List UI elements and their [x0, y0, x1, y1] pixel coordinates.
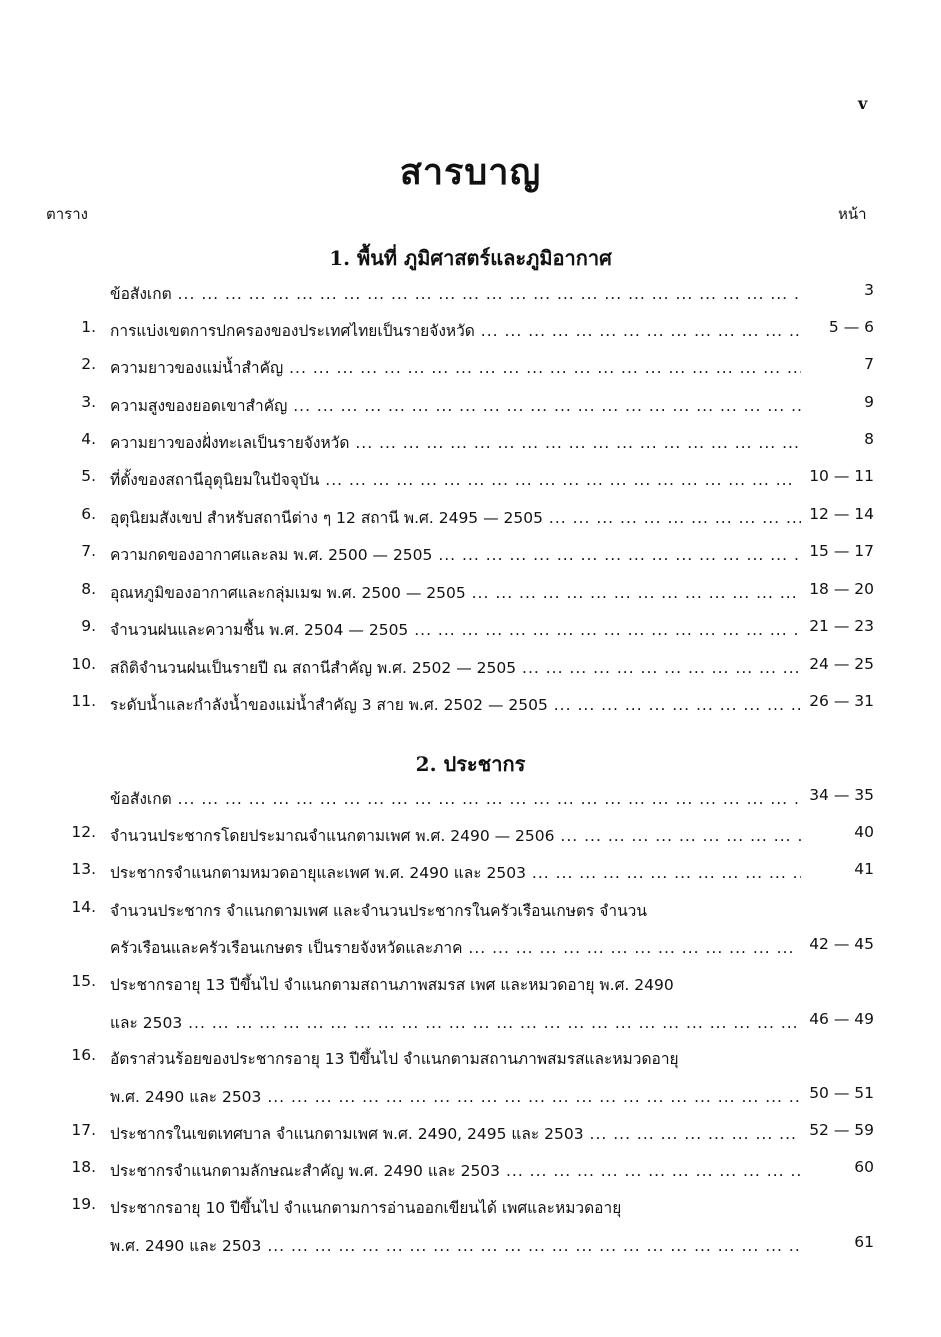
toc-entry: [0, 281, 941, 307]
toc-entry-number: 8.: [81, 580, 96, 598]
toc-entry-title: ที่ตั้งของสถานีอุตุนิยมในปัจจุบัน ... .: [110, 467, 801, 492]
toc-entry-title: อุตุนิยมสังเขป สำหรับสถานีต่าง ๆ 12 สถานี พ.ศ. 2495 — 2505 ... .: [110, 505, 801, 530]
toc-entry-title: ประชากรในเขตเทศบาล จำแนกตามเพศ พ.ศ. 2490, 2495 และ 2503 ... .: [110, 1121, 801, 1146]
toc-entry: [0, 318, 941, 344]
toc-entry: [0, 542, 941, 568]
toc-entry: [0, 393, 941, 419]
toc-entry-page: 18 — 20: [809, 580, 874, 598]
toc-entry-title: ความยาวของฝั่งทะเลเป็นรายจังหวัด ... .: [110, 430, 801, 455]
toc-entry-number: 19.: [71, 1195, 96, 1213]
toc-entry-page: 3: [864, 281, 874, 299]
toc-entry-title: ความกดของอากาศและลม พ.ศ. 2500 — 2505 ... .: [110, 542, 801, 567]
toc-entry: [0, 467, 941, 493]
toc-entry-title: การแบ่งเขตการปกครองของประเทศไทยเป็นรายจังหวัด ... .: [110, 318, 801, 343]
toc-entry-page: 10 — 11: [809, 467, 874, 485]
toc-entry-number: 13.: [71, 860, 96, 878]
toc-entry: [0, 430, 941, 456]
toc-entry-title: อุณหภูมิของอากาศและกลุ่มเมฆ พ.ศ. 2500 — 2505 ... .: [110, 580, 801, 605]
toc-entry: [0, 655, 941, 681]
toc-entry-page: 50 — 51: [809, 1084, 874, 1102]
toc-entry: [0, 823, 941, 849]
toc-entry-number: 5.: [81, 467, 96, 485]
toc-entry-number: 11.: [71, 692, 96, 710]
toc-entry-page: 8: [864, 430, 874, 448]
toc-entry-title: และ 2503 ... .: [110, 1010, 801, 1035]
toc-entry: [0, 505, 941, 531]
toc-entry-number: 6.: [81, 505, 96, 523]
toc-entry-page: 34 — 35: [809, 786, 874, 804]
toc-entry-page: 60: [854, 1158, 874, 1176]
toc-entry-title: อัตราส่วนร้อยของประชากรอายุ 13 ปีขึ้นไป จำแนกตามสถานภาพสมรสและหมวดอายุ: [110, 1050, 679, 1068]
toc-entry: [0, 1010, 941, 1036]
toc-entry-page: 46 — 49: [809, 1010, 874, 1028]
toc-entry-number: 2.: [81, 355, 96, 373]
toc-entry-title: จำนวนประชากร จำแนกตามเพศ และจำนวนประชากรในครัวเรือนเกษตร จำนวน: [110, 902, 647, 920]
toc-entry-title: จำนวนฝนและความชื้น พ.ศ. 2504 — 2505 ... .: [110, 617, 801, 642]
toc-entry: [0, 1233, 941, 1259]
toc-entry-number: 3.: [81, 393, 96, 411]
toc-entry-page: 21 — 23: [809, 617, 874, 635]
toc-entry: [0, 1195, 941, 1221]
toc-entry-number: 10.: [71, 655, 96, 673]
toc-entry: [0, 580, 941, 606]
toc-entry: [0, 935, 941, 961]
toc-entry-number: 9.: [81, 617, 96, 635]
section-heading-2: 2. ประชากร: [415, 752, 526, 776]
toc-entry-title: ระดับน้ำและกำลังน้ำของแม่น้ำสำคัญ 3 สาย พ.ศ. 2502 — 2505 ... .: [110, 692, 801, 717]
toc-entry-page: 42 — 45: [809, 935, 874, 953]
toc-entry-page: 5 — 6: [828, 318, 874, 336]
toc-entry: [0, 1158, 941, 1184]
toc-entry-number: 17.: [71, 1121, 96, 1139]
toc-entry-title: ข้อสังเกต ... .: [110, 786, 801, 811]
toc-entry: [0, 617, 941, 643]
column-label-table: ตาราง: [46, 205, 88, 223]
toc-entry-page: 52 — 59: [809, 1121, 874, 1139]
toc-entry-title: ครัวเรือนและครัวเรือนเกษตร เป็นรายจังหวัดและภาค ... .: [110, 935, 801, 960]
toc-entry: [0, 692, 941, 718]
toc-entry-title: ความสูงของยอดเขาสำคัญ ... .: [110, 393, 801, 418]
toc-entry-title: ประชากรอายุ 13 ปีขึ้นไป จำแนกตามสถานภาพสมรส เพศ และหมวดอายุ พ.ศ. 2490: [110, 976, 674, 994]
page-number: v: [858, 94, 868, 113]
toc-entry: [0, 1084, 941, 1110]
toc-entry-title: สถิติจำนวนฝนเป็นรายปี ณ สถานีสำคัญ พ.ศ. 2502 — 2505 ... .: [110, 655, 801, 680]
toc-entry-page: 24 — 25: [809, 655, 874, 673]
toc-entry: [0, 355, 941, 381]
toc-entry-page: 61: [854, 1233, 874, 1251]
toc-entry-title: ประชากรจำแนกตามลักษณะสำคัญ พ.ศ. 2490 และ 2503 ... .: [110, 1158, 801, 1183]
toc-entry-page: 9: [864, 393, 874, 411]
toc-entry-page: 12 — 14: [809, 505, 874, 523]
toc-entry-number: 16.: [71, 1046, 96, 1064]
toc-entry: [0, 1046, 941, 1072]
toc-entry-page: 41: [854, 860, 874, 878]
toc-entry-title: ประชากรจำแนกตามหมวดอายุและเพศ พ.ศ. 2490 และ 2503 ... .: [110, 860, 801, 885]
toc-entry-number: 18.: [71, 1158, 96, 1176]
toc-entry-title: ประชากรอายุ 10 ปีขึ้นไป จำแนกตามการอ่านออกเขียนได้ เพศและหมวดอายุ: [110, 1199, 622, 1217]
toc-entry-number: 14.: [71, 898, 96, 916]
toc-entry-title: พ.ศ. 2490 และ 2503 ... .: [110, 1233, 801, 1258]
toc-entry-number: 1.: [81, 318, 96, 336]
toc-entry-number: 12.: [71, 823, 96, 841]
toc-entry-title: ข้อสังเกต ... .: [110, 281, 801, 306]
toc-entry: [0, 972, 941, 998]
toc-entry-page: 26 — 31: [809, 692, 874, 710]
toc-entry-number: 7.: [81, 542, 96, 560]
toc-entry: [0, 860, 941, 886]
toc-entry-page: 15 — 17: [809, 542, 874, 560]
toc-entry: [0, 1121, 941, 1147]
page-title: สารบาญ: [399, 151, 542, 193]
toc-entry-title: จำนวนประชากรโดยประมาณจำแนกตามเพศ พ.ศ. 2490 — 2506 ... .: [110, 823, 801, 848]
toc-entry-number: 4.: [81, 430, 96, 448]
column-label-page: หน้า: [838, 205, 867, 223]
toc-entry: [0, 786, 941, 812]
toc-entry-page: 7: [864, 355, 874, 373]
toc-entry-page: 40: [854, 823, 874, 841]
toc-entry-title: ความยาวของแม่น้ำสำคัญ ... .: [110, 355, 801, 380]
toc-entry-title: พ.ศ. 2490 และ 2503 ... .: [110, 1084, 801, 1109]
toc-entry-number: 15.: [71, 972, 96, 990]
toc-entry: [0, 898, 941, 924]
section-heading-1: 1. พื้นที่ ภูมิศาสตร์และภูมิอากาศ: [329, 246, 612, 270]
